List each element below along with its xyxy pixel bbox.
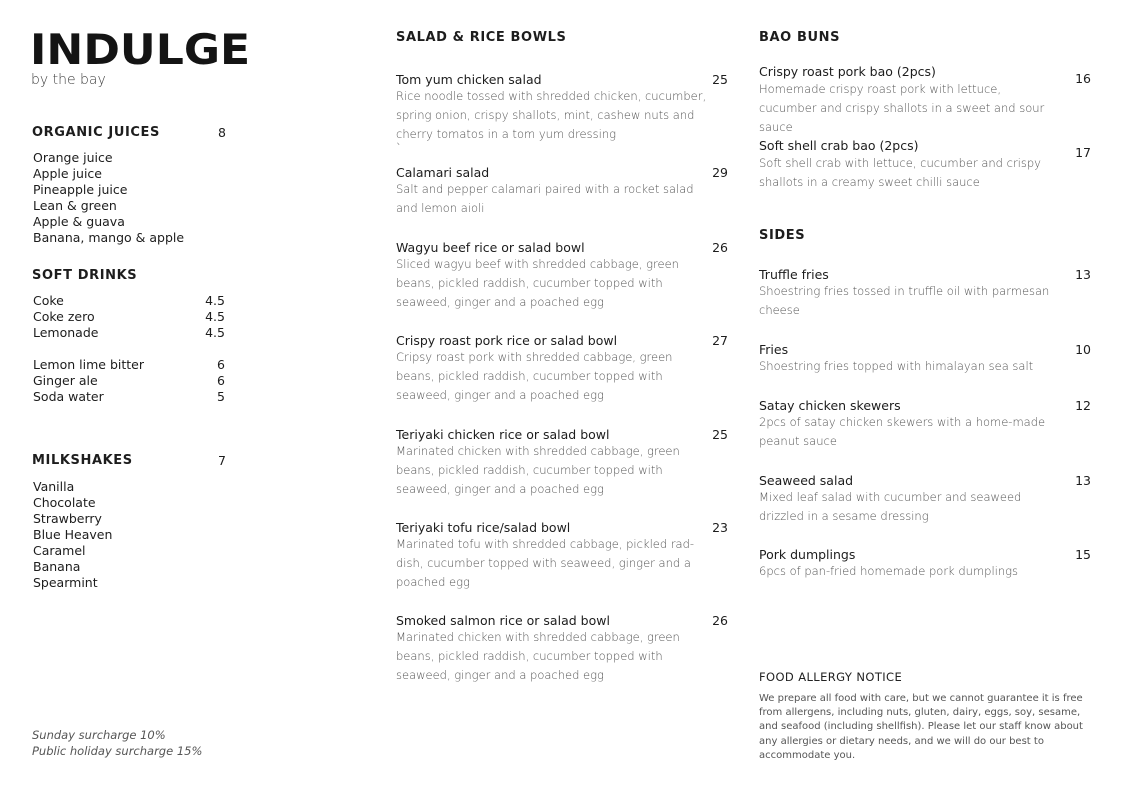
drink-price: 6: [217, 373, 225, 388]
list-item: Apple juice: [33, 166, 102, 181]
item-description: Marinated tofu with shredded cabbage, pickled rad-dish, cucumber topped with seaweed, ginger and a poached egg: [396, 537, 695, 589]
list-item: Banana, mango & apple: [33, 230, 185, 245]
list-item: [33, 357, 225, 373]
list-item: Banana: [33, 559, 81, 574]
item-description: Homemade crispy roast pork with lettuce, cucumber and crispy shallots in a sweet and sour sauce: [759, 82, 1045, 134]
list-item: Chocolate: [33, 495, 96, 510]
item-price: 23: [712, 520, 728, 535]
allergy-notice-body: We prepare all food with care, but we cannot guarantee it is free from allergens, including nuts, gluten, dairy, eggs, soy, sesame, and seafood (including shellfish). Please let our staff know about any allergies or dietary needs, and we will do our best to accommodate you.: [759, 693, 1083, 761]
item-name: Calamari salad: [396, 165, 490, 180]
item-description: Marinated chicken with shredded cabbage, green beans, pickled raddish, cucumber topped with seaweed, ginger and a poached egg: [396, 630, 680, 682]
milkshakes-list: [33, 479, 112, 591]
item-price: 25: [712, 427, 728, 442]
holiday-surcharge: Public holiday surcharge 15%: [32, 744, 203, 758]
bowls-title: SALAD & RICE BOWLS: [396, 30, 567, 45]
juices-list: [33, 150, 184, 246]
item-name: Wagyu beef rice or salad bowl: [396, 240, 585, 255]
item-price: 13: [1075, 267, 1091, 282]
drink-name: Lemon lime bitter: [33, 357, 144, 372]
drink-price: 4.5: [205, 293, 225, 308]
drink-price: 4.5: [205, 309, 225, 324]
soft-drinks-group-1: [33, 293, 225, 341]
item-price: 27: [712, 333, 728, 348]
list-item: Apple & guava: [33, 214, 125, 229]
menu-item-satay-skewers: [759, 398, 1091, 451]
item-description: Sliced wagyu beef with shredded cabbage, green beans, pickled raddish, cucumber topped with seaweed, ginger and a poached egg: [396, 257, 679, 309]
drink-name: Coke: [33, 293, 64, 308]
bao-title: BAO BUNS: [759, 30, 841, 45]
item-name: Teriyaki tofu rice/salad bowl: [396, 520, 571, 535]
list-item: [33, 293, 225, 309]
sides-title: SIDES: [759, 228, 806, 243]
item-description: Cripsy roast pork with shredded cabbage, green beans, pickled raddish, cucumber topped with seaweed, ginger and a poached egg: [396, 350, 673, 402]
drink-price: 5: [217, 389, 225, 404]
item-name: Pork dumplings: [759, 547, 856, 562]
item-name: Smoked salmon rice or salad bowl: [396, 613, 610, 628]
drink-name: Lemonade: [33, 325, 99, 340]
item-description: Rice noodle tossed with shredded chicken, cucumber, spring onion, crispy shallots, mint, cashew nuts and cherry tomatos in a tom yum dressing: [396, 89, 707, 141]
item-price: 10: [1075, 342, 1091, 357]
menu-item-truffle-fries: [759, 267, 1091, 320]
milkshakes-header: [32, 453, 226, 468]
item-description: Shoestring fries topped with himalayan sea salt: [759, 359, 1034, 373]
drink-name: Soda water: [33, 389, 104, 404]
menu-item-seaweed-salad: [759, 473, 1091, 526]
item-name: Teriyaki chicken rice or salad bowl: [396, 427, 610, 442]
item-name: Soft shell crab bao (2pcs): [759, 138, 919, 153]
list-item: [33, 325, 225, 341]
menu-item-pork-dumplings: [759, 547, 1091, 581]
item-description: 6pcs of pan-fried homemade pork dumplings: [759, 564, 1019, 578]
item-description: Salt and pepper calamari paired with a rocket salad and lemon aioli: [396, 182, 694, 215]
item-name: Truffle fries: [759, 267, 829, 282]
list-item: Orange juice: [33, 150, 113, 165]
menu-item-roast-pork-bowl: [396, 333, 728, 404]
juices-title: ORGANIC JUICES: [32, 125, 160, 140]
item-description: Marinated chicken with shredded cabbage, green beans, pickled raddish, cucumber topped with seaweed, ginger and a poached egg: [396, 444, 680, 496]
menu-item-calamari: [396, 165, 728, 218]
juices-price: 8: [218, 125, 226, 140]
list-item: [33, 389, 225, 405]
list-item: Blue Heaven: [33, 527, 113, 542]
list-item: [33, 309, 225, 325]
menu-item-wagyu: [396, 240, 728, 311]
list-item: Pineapple juice: [33, 182, 128, 197]
item-description: Soft shell crab with lettuce, cucumber and crispy shallots in a creamy sweet chilli sauce: [759, 156, 1041, 189]
item-price: 16: [1075, 71, 1091, 86]
surcharges: [32, 727, 202, 759]
menu-item-crab-bao: [759, 138, 1091, 192]
item-name: Crispy roast pork bao (2pcs): [759, 64, 936, 79]
item-price: 25: [712, 72, 728, 87]
item-name: Tom yum chicken salad: [396, 72, 542, 87]
item-name: Satay chicken skewers: [759, 398, 901, 413]
menu-item-teriyaki-tofu: [396, 520, 728, 591]
allergy-notice-title: FOOD ALLERGY NOTICE: [759, 670, 903, 684]
brand-logo: INDULGE: [30, 25, 251, 74]
drink-name: Coke zero: [33, 309, 95, 324]
item-price: 17: [1075, 145, 1091, 160]
item-price: 29: [712, 165, 728, 180]
list-item: Vanilla: [33, 479, 75, 494]
soft-drinks-title: SOFT DRINKS: [32, 268, 138, 283]
menu-item-smoked-salmon: [396, 613, 728, 684]
list-item: Spearmint: [33, 575, 98, 590]
item-price: 26: [712, 613, 728, 628]
item-description: Shoestring fries tossed in truffle oil with parmesan cheese: [759, 284, 1050, 317]
item-name: Seaweed salad: [759, 473, 854, 488]
list-item: Caramel: [33, 543, 86, 558]
brand-tagline: by the bay: [31, 72, 106, 88]
menu-item-tom-yum: [396, 72, 728, 156]
list-item: Lean & green: [33, 198, 117, 213]
item-price: 13: [1075, 473, 1091, 488]
item-description: Mixed leaf salad with cucumber and seaweed drizzled in a sesame dressing: [759, 490, 1022, 523]
sunday-surcharge: Sunday surcharge 10%: [32, 728, 166, 742]
list-item: [33, 373, 225, 389]
item-price: 12: [1075, 398, 1091, 413]
stray-mark: `: [396, 141, 402, 156]
menu-item-pork-bao: [759, 64, 1091, 136]
item-name: Fries: [759, 342, 789, 357]
soft-drinks-group-2: [33, 357, 225, 405]
menu-item-fries: [759, 342, 1091, 376]
drink-name: Ginger ale: [33, 373, 98, 388]
list-item: Strawberry: [33, 511, 102, 526]
drink-price: 4.5: [205, 325, 225, 340]
drink-price: 6: [217, 357, 225, 372]
juices-header: [32, 125, 226, 140]
milkshakes-title: MILKSHAKES: [32, 453, 133, 468]
item-name: Crispy roast pork rice or salad bowl: [396, 333, 618, 348]
item-price: 26: [712, 240, 728, 255]
menu-item-teriyaki-chicken: [396, 427, 728, 498]
milkshakes-price: 7: [218, 453, 226, 468]
item-description: 2pcs of satay chicken skewers with a home-made peanut sauce: [759, 415, 1046, 448]
item-price: 15: [1075, 547, 1091, 562]
